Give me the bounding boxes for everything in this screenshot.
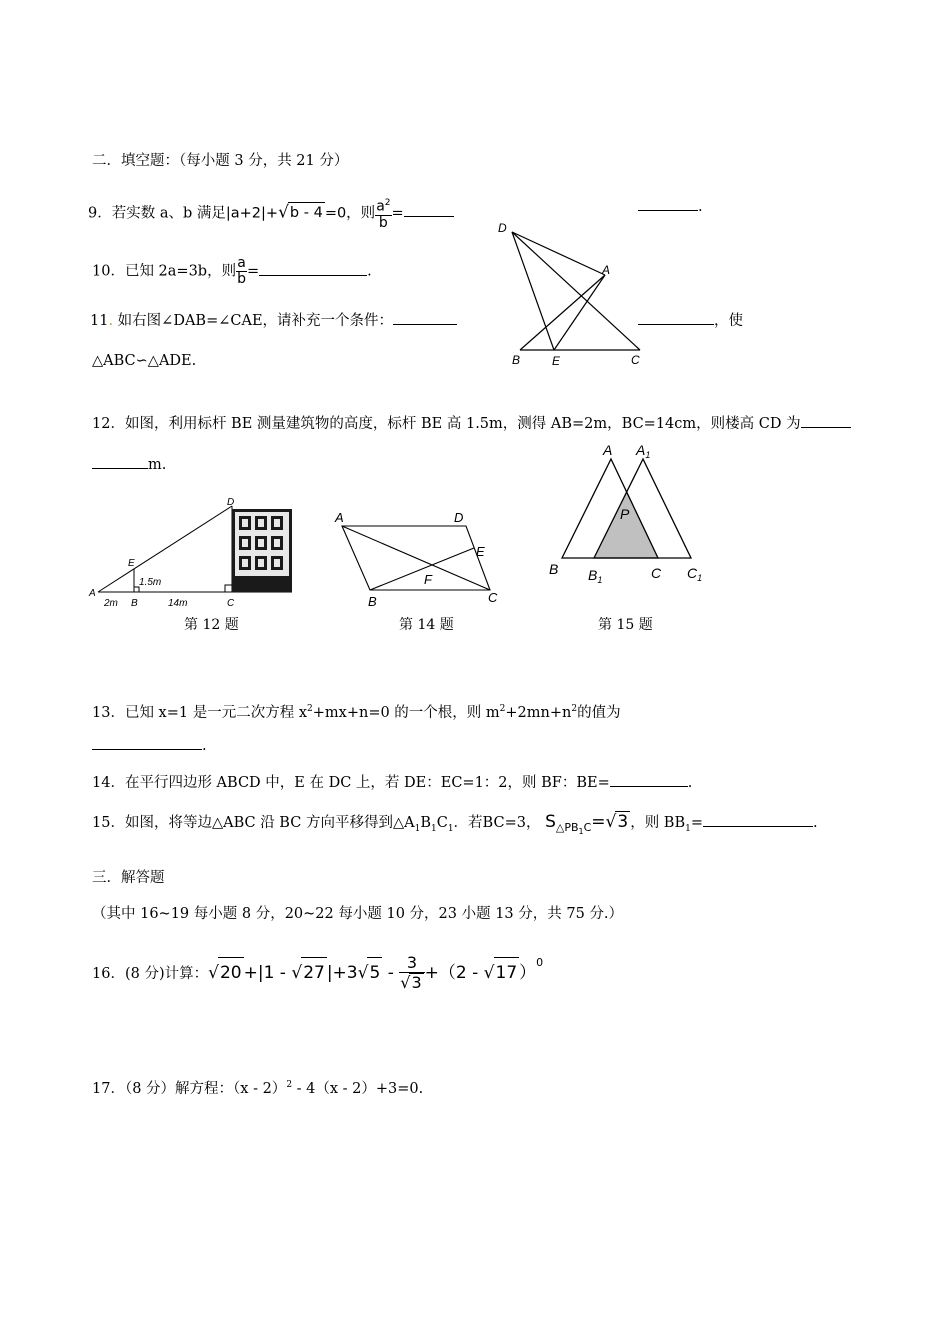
- sqrt-sign: √: [357, 963, 369, 983]
- question-text: 如图，将等边△ABC 沿 BC 方向平移得到△A: [124, 815, 415, 831]
- fraction-a-over-b: [236, 256, 247, 287]
- label-F: F: [424, 572, 432, 587]
- line-AD: [98, 506, 232, 592]
- section-2-title: 二．填空题：（每小题 3 分，共 21 分）: [92, 153, 349, 169]
- question-text: 已知 2a=3b，则: [124, 263, 237, 280]
- sqrt-sign: √: [208, 963, 219, 983]
- line-DA: [512, 232, 605, 275]
- label-B: B: [549, 561, 559, 577]
- expression: [208, 953, 544, 992]
- figure-q11: [490, 212, 650, 372]
- radicand: 3: [617, 812, 629, 832]
- caption-q14: 第 14 题: [399, 617, 454, 633]
- question-text: ．若BC=3，: [453, 815, 541, 831]
- question-14: [92, 772, 692, 793]
- question-text: +mx+n=0 的一个根，则 m: [312, 704, 500, 721]
- question-13-line2: [92, 735, 207, 756]
- fraction-denominator: b: [237, 271, 246, 287]
- answer-blank[interactable]: [638, 196, 698, 211]
- sqrt-sign: √: [278, 202, 289, 223]
- question-text: 如图，利用标杆 BE 测量建筑物的高度，标杆 BE 高 1.5m，测得 AB=2m，BC=14cm，则楼高 CD 为: [124, 416, 801, 432]
- dim-BC: 14m: [168, 598, 188, 609]
- figure-q15: [540, 440, 720, 590]
- label-P: P: [620, 506, 630, 522]
- plus-sign: +: [243, 963, 258, 983]
- equals-sign: =: [591, 812, 606, 832]
- area-subscript-c: C: [583, 821, 592, 835]
- radicand: 17: [494, 957, 520, 988]
- caption-q15: 第 15 题: [598, 617, 653, 633]
- question-9: [88, 196, 454, 231]
- radicand: b - 4: [288, 202, 325, 223]
- question-text: 已知 x=1 是一元二次方程 x: [124, 704, 308, 721]
- exponent: 2: [307, 704, 313, 714]
- label-B: B: [368, 594, 377, 609]
- fraction-numerator: a: [376, 198, 385, 215]
- label-C: C: [488, 590, 498, 605]
- answer-blank[interactable]: [801, 413, 851, 428]
- fraction-denominator: √3: [400, 973, 422, 992]
- figure-q12: [88, 494, 298, 614]
- period: .: [813, 815, 818, 831]
- question-12-line2: [92, 454, 166, 475]
- label-C1: $C_1$: [687, 565, 703, 583]
- question-17: [92, 1075, 423, 1099]
- fraction-a2-over-b: [375, 196, 391, 231]
- subscript: 1: [414, 823, 421, 834]
- building: [232, 509, 292, 592]
- paren-open: （2 -: [438, 963, 484, 983]
- fraction-numerator: a: [237, 255, 246, 271]
- area-subscript-index: 1: [578, 827, 584, 837]
- question-text: 的值为: [577, 704, 621, 721]
- label-D: D: [498, 221, 507, 235]
- plus-sign: +: [424, 963, 439, 983]
- shaded-triangle-PB1C: [594, 491, 658, 558]
- subscript: 1: [685, 823, 691, 834]
- question-number: 12．: [92, 416, 125, 432]
- exponent: 2: [384, 198, 391, 208]
- label-D: D: [227, 497, 235, 508]
- label-A: A: [335, 510, 344, 525]
- dim-AB: 2m: [104, 598, 118, 609]
- abs-expression: |a+2|: [225, 205, 266, 222]
- caption-q12: 第 12 题: [184, 617, 239, 633]
- answer-blank[interactable]: [92, 454, 148, 469]
- label-B: B: [131, 598, 138, 609]
- question-11-continued: [638, 310, 743, 331]
- label-A1: $A_1$: [636, 442, 651, 460]
- subscript: 1: [447, 823, 454, 834]
- radicand: 5: [367, 957, 382, 988]
- label-C: C: [227, 598, 235, 609]
- question-text: C: [436, 815, 448, 831]
- exponent: 2: [571, 704, 578, 714]
- fraction: [399, 954, 424, 992]
- question-number: 14．: [92, 775, 125, 791]
- sqrt-sign: √: [605, 812, 617, 832]
- question-number: 13．: [92, 704, 125, 721]
- section-3-note: （其中 16~19 每小题 8 分，20~22 每小题 10 分，23 小题 13 分，共 75 分.）: [92, 906, 624, 922]
- subscript: 1: [430, 823, 437, 834]
- label-B1: $B_1$: [588, 567, 603, 585]
- plus-sign: +: [265, 205, 279, 222]
- equals-zero: =0，则: [324, 205, 376, 222]
- answer-blank[interactable]: [92, 735, 202, 750]
- answer-blank[interactable]: [404, 202, 454, 217]
- question-number: 15．: [92, 815, 125, 831]
- question-15: [92, 811, 818, 843]
- unit-text: m.: [148, 457, 167, 473]
- area-subscript: △PB: [555, 821, 579, 835]
- abs-close: |+3: [326, 963, 358, 983]
- answer-blank[interactable]: [610, 772, 688, 787]
- answer-blank[interactable]: [259, 261, 367, 276]
- label-D: D: [454, 510, 464, 525]
- question-text: 如右图∠DAB=∠CAE，请补充一个条件：: [117, 313, 394, 329]
- answer-blank[interactable]: [703, 812, 813, 827]
- exponent: 2: [499, 704, 506, 714]
- question-number: 9．: [88, 205, 112, 222]
- question-text: +2mn+n: [505, 704, 572, 721]
- question-text: - 4（x - 2）+3=0.: [292, 1080, 424, 1097]
- equals-sign: =: [391, 205, 404, 222]
- section-3-title: 三．解答题: [92, 870, 165, 886]
- question-text: ，则 BB: [630, 815, 686, 831]
- line-BE: [370, 548, 474, 590]
- label-C: C: [651, 565, 662, 581]
- radicand: 3: [411, 973, 422, 992]
- area-symbol: S: [545, 812, 556, 832]
- answer-blank[interactable]: [393, 310, 457, 325]
- label-E: E: [552, 354, 561, 368]
- question-text: B: [420, 815, 431, 831]
- question-11-line2: △ABC∽△ADE.: [92, 353, 197, 369]
- label-A: A: [603, 442, 613, 458]
- question-number: 17．: [92, 1080, 125, 1097]
- label-A: A: [89, 588, 96, 599]
- question-12: [92, 413, 851, 434]
- question-11: [90, 310, 457, 331]
- dim-BE: 1.5m: [139, 577, 162, 588]
- question-text: 在平行四边形 ABCD 中，E 在 DC 上，若 DE：EC=1：2，则 BF：BE=: [124, 775, 610, 791]
- equals-sign: =: [246, 263, 260, 280]
- question-text: ，使: [714, 313, 743, 329]
- abs-open: |1 -: [257, 963, 292, 983]
- diagonal-AC: [342, 526, 490, 590]
- label-E: E: [128, 558, 135, 569]
- paren-close: ）: [519, 963, 537, 983]
- right-angle-mark-C: [225, 585, 232, 592]
- label-A: A: [602, 263, 611, 277]
- sqrt-sign: √: [483, 963, 495, 983]
- question-number: 16．: [92, 966, 125, 982]
- figure-q14: [330, 504, 510, 614]
- question-13: [92, 699, 621, 723]
- sqrt-sign: √: [291, 963, 303, 983]
- period: .: [698, 199, 703, 215]
- label-C: C: [631, 353, 640, 367]
- radicand: 20: [218, 957, 244, 988]
- question-text: (8 分)计算：: [124, 966, 209, 982]
- line-AB: [520, 275, 605, 350]
- exponent: 0: [536, 956, 544, 969]
- fraction-numerator: 3: [399, 954, 424, 973]
- question-text: 若实数 a、b 满足: [111, 205, 226, 222]
- question-dot: .: [108, 313, 114, 329]
- fraction-denominator: b: [378, 214, 388, 231]
- question-10: [92, 256, 372, 287]
- line-DE: [512, 232, 554, 350]
- question-text: =: [690, 815, 704, 831]
- question-number: 10．: [92, 263, 125, 280]
- period: .: [367, 263, 372, 280]
- label-B: B: [512, 353, 521, 367]
- radicand: 27: [301, 957, 327, 988]
- question-16: [92, 948, 543, 992]
- period: .: [202, 738, 207, 754]
- area-expression: [545, 812, 630, 837]
- question-number: 11: [90, 313, 109, 329]
- exponent: 2: [286, 1080, 293, 1090]
- minus-sign: -: [382, 963, 400, 983]
- line-DC: [512, 232, 640, 350]
- period: .: [687, 775, 693, 791]
- question-text: （8 分）解方程：（x - 2）: [124, 1080, 287, 1097]
- label-E: E: [476, 544, 485, 559]
